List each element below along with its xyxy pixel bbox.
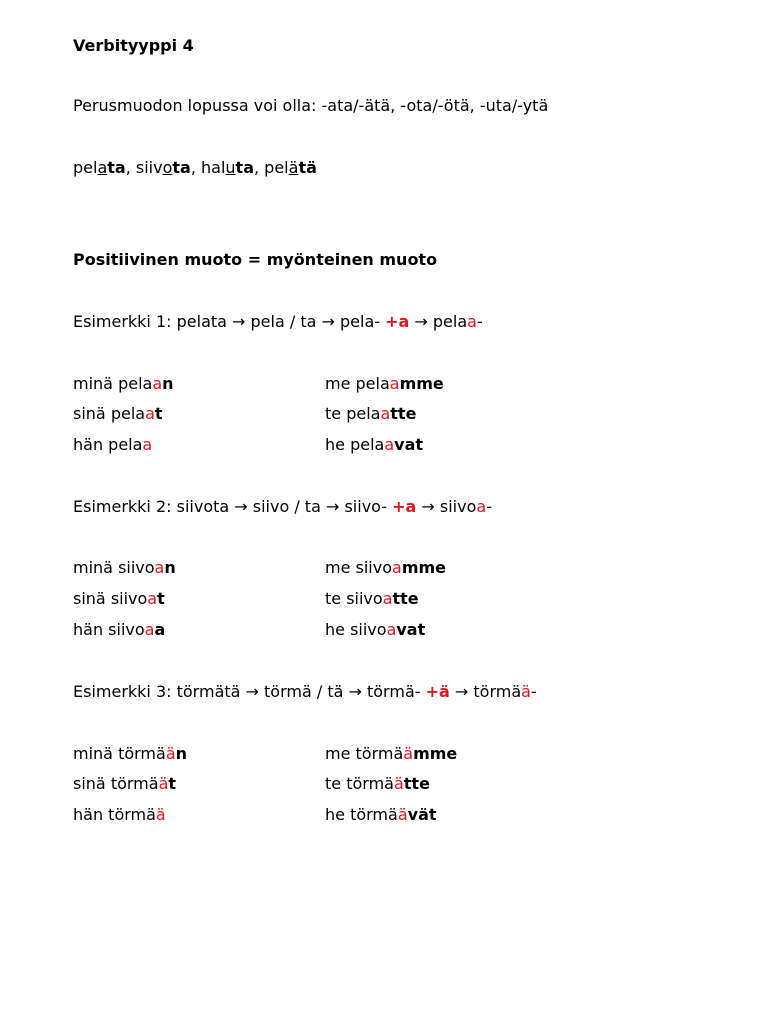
- word-haluta: haluta,: [201, 158, 265, 177]
- endings-line: Perusmuodon lopussa voi olla: -ata/-ätä, -ota/-ötä, -uta/-ytä: [73, 96, 549, 115]
- example-2-han: hän siivoaa: [73, 620, 166, 639]
- example-3-han: hän törmää: [73, 805, 166, 824]
- example-3-he: he törmäävät: [325, 805, 437, 824]
- word-pelata: pelata,: [73, 158, 136, 177]
- example-2-sina: sinä siivoat: [73, 589, 165, 608]
- example-3-me: me törmäämme: [325, 744, 458, 763]
- example-2-te: te siivoatte: [325, 589, 419, 608]
- example-3-intro: Esimerkki 3: törmätä → törmä / tä → törmä- +ä → törmää-: [73, 682, 537, 701]
- example-3-te: te törmäätte: [325, 774, 430, 793]
- example-1-han: hän pelaa: [73, 435, 153, 454]
- example-1-te: te pelaatte: [325, 404, 417, 423]
- word-siivota: siivota,: [135, 158, 202, 177]
- example-2-intro: Esimerkki 2: siivota → siivo / ta → siivo- +a → siivoa-: [73, 497, 492, 516]
- example-1-he: he pelaavat: [325, 435, 424, 454]
- section-heading: Positiivinen muoto = myönteinen muoto: [73, 250, 438, 269]
- example-2-he: he siivoavat: [325, 620, 426, 639]
- example-1-sina: sinä pelaat: [73, 404, 163, 423]
- example-3-mina: minä törmään: [73, 744, 188, 763]
- example-words-line: [73, 158, 317, 178]
- example-1-me: me pelaamme: [325, 374, 444, 393]
- example-1-intro: Esimerkki 1: pelata → pela / ta → pela- +a → pelaa-: [73, 312, 483, 331]
- word-pelata-2: pelätä: [264, 158, 317, 177]
- example-3-sina: sinä törmäät: [73, 774, 177, 793]
- example-2-mina: minä siivoan: [73, 558, 176, 577]
- page-title: Verbityyppi 4: [73, 36, 194, 55]
- example-2-me: me siivoamme: [325, 558, 447, 577]
- example-1-mina: minä pelaan: [73, 374, 174, 393]
